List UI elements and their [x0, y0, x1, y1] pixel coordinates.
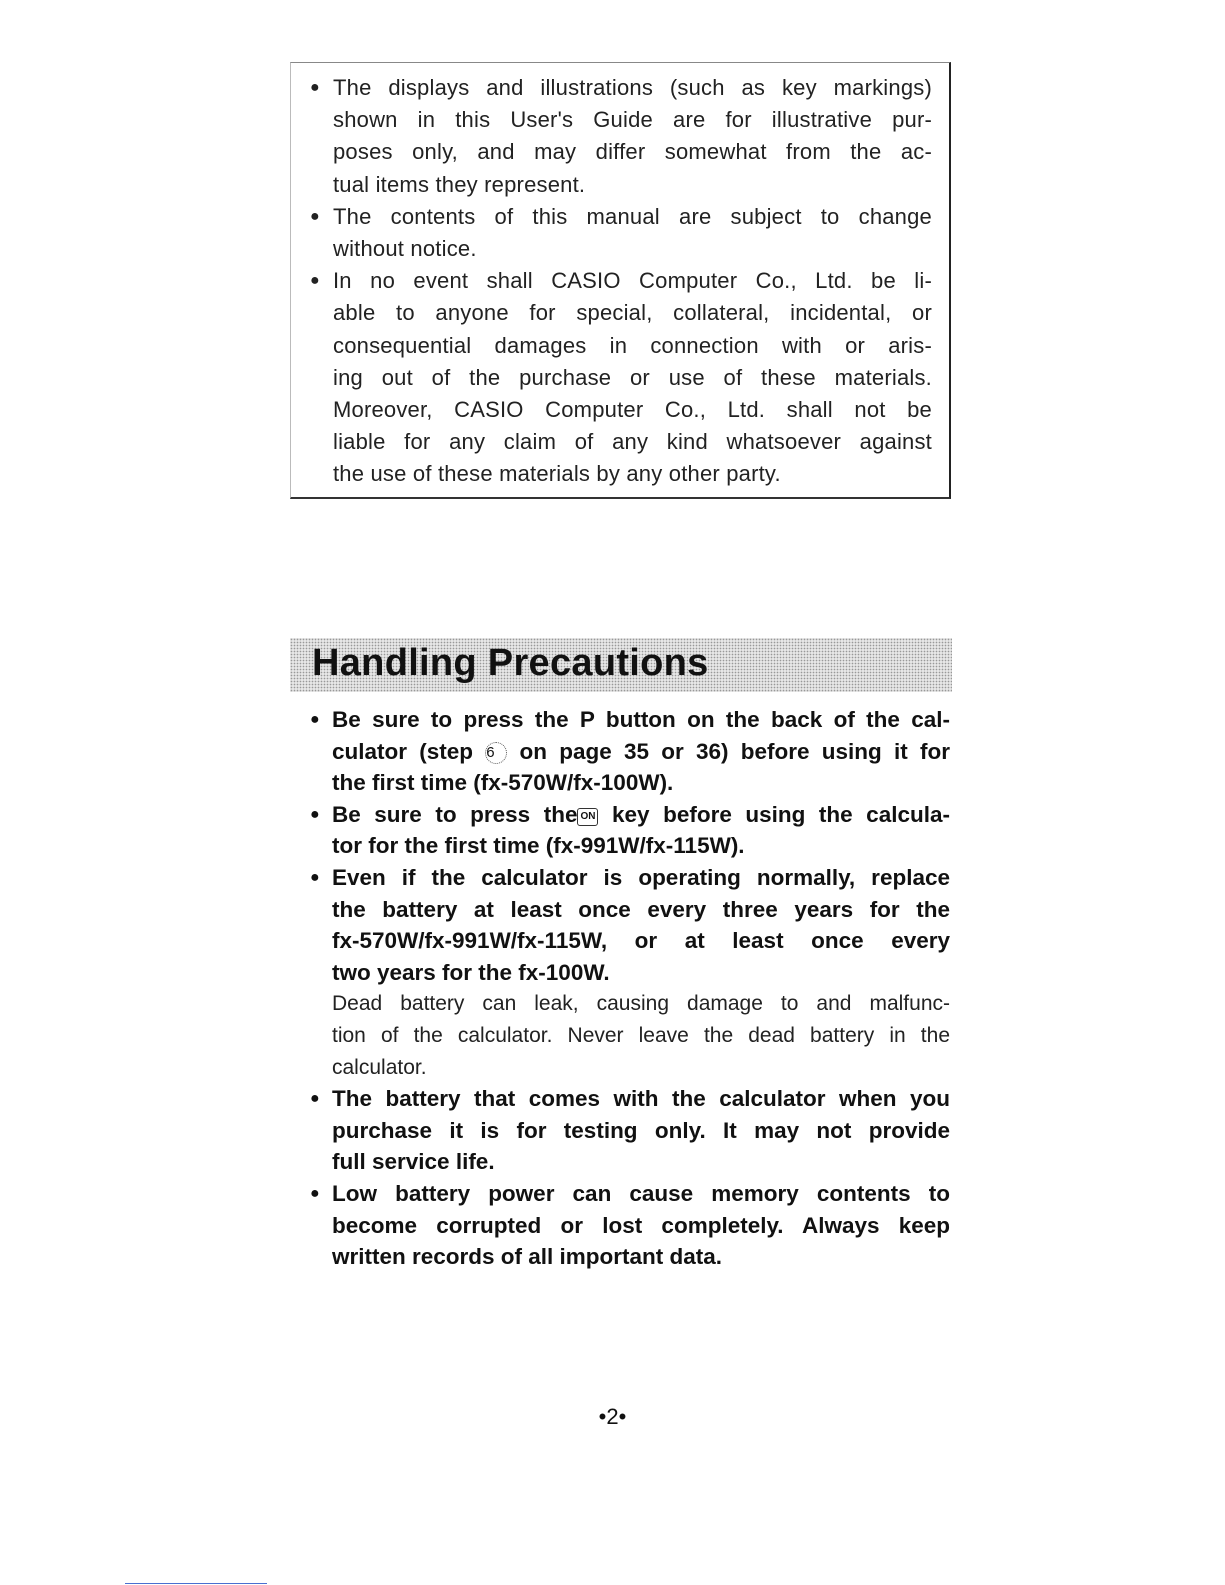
page-number: •2•	[598, 1404, 627, 1429]
text-line: liable for any claim of any kind whatsoever against	[333, 429, 932, 455]
text-line: The battery that comes with the calculator when you	[332, 1086, 950, 1112]
precaution-item	[310, 704, 950, 799]
text-line: calculator.	[332, 1055, 427, 1079]
text-line: ing out of the purchase or use of these materials.	[333, 364, 932, 390]
text-line: In no event shall CASIO Computer Co., Ltd. be li-	[333, 268, 932, 294]
precaution-item	[310, 799, 950, 862]
bullet-icon: ●	[310, 1090, 320, 1108]
bullet-icon: ●	[310, 868, 320, 886]
text-line: Be sure to press the P button on the back of the cal-	[332, 707, 950, 732]
text-line: written records of all important data.	[332, 1244, 723, 1270]
on-key-icon: ON	[577, 808, 598, 826]
scan-edge-line	[125, 1583, 267, 1584]
text-line: purchase it is for testing only. It may not provide	[332, 1117, 950, 1143]
bullet-icon: ●	[310, 79, 320, 96]
heading-text: Handling Precautions	[312, 642, 709, 684]
text-fragment: Be sure to press the	[332, 801, 578, 827]
text-line: two years for the fx-100W.	[332, 959, 610, 985]
text-line: become corrupted or lost completely. Always keep	[332, 1212, 950, 1238]
text-line: Dead battery can leak, causing damage to and malfunc-	[332, 992, 950, 1016]
bullet-icon: ●	[310, 272, 320, 290]
battery-note	[332, 988, 950, 1083]
notice-item	[310, 201, 932, 265]
text-line: Moreover, CASIO Computer Co., Ltd. shall not be	[333, 397, 932, 423]
bullet-icon: ●	[310, 711, 320, 728]
text-fragment: culator (step	[332, 738, 474, 764]
text-line: the first time (fx-570W/fx-100W).	[332, 770, 674, 796]
text-line: the battery at least once every three years for the	[332, 896, 950, 922]
text-line: Low battery power can cause memory contents to	[332, 1180, 950, 1206]
bullet-icon: ●	[310, 805, 320, 823]
precaution-item	[310, 1178, 950, 1273]
text-line: poses only, and may differ somewhat from the ac-	[333, 139, 932, 165]
text-line: shown in this User's Guide are for illustrative pur-	[333, 107, 932, 133]
text-line: fx-570W/fx-991W/fx-115W, or at least once every	[332, 928, 950, 954]
text-line: The contents of this manual are subject to change	[333, 203, 932, 229]
text-line: tual items they represent.	[333, 171, 586, 197]
text-line: The displays and illustrations (such as key markings)	[333, 75, 932, 100]
text-line: without notice.	[333, 236, 477, 262]
section-heading	[290, 638, 952, 692]
text-line: the use of these materials by any other party.	[333, 461, 781, 487]
text-fragment: on page 35 or 36) before using it for	[519, 738, 950, 764]
notice-item	[310, 72, 932, 201]
bullet-icon: ●	[310, 207, 320, 225]
notice-item	[310, 265, 932, 490]
text-line: able to anyone for special, collateral, incidental, or	[333, 300, 932, 326]
text-line: tor for the first time (fx-991W/fx-115W).	[332, 833, 745, 859]
text-fragment: key before using the calcula-	[612, 801, 950, 827]
text-line	[332, 736, 950, 768]
text-line: consequential damages in connection with or aris-	[333, 332, 932, 358]
text-line: Even if the calculator is operating normally, replace	[332, 864, 950, 890]
text-line: full service life.	[332, 1149, 495, 1175]
bullet-icon: ●	[310, 1184, 320, 1202]
precaution-item	[310, 1083, 950, 1178]
text-line	[332, 799, 950, 831]
notice-list	[310, 72, 932, 491]
precautions-list	[310, 704, 950, 1273]
text-line: tion of the calculator. Never leave the dead battery in the	[332, 1023, 950, 1047]
precaution-item	[310, 862, 950, 1083]
step-number-icon: 6	[485, 742, 507, 764]
